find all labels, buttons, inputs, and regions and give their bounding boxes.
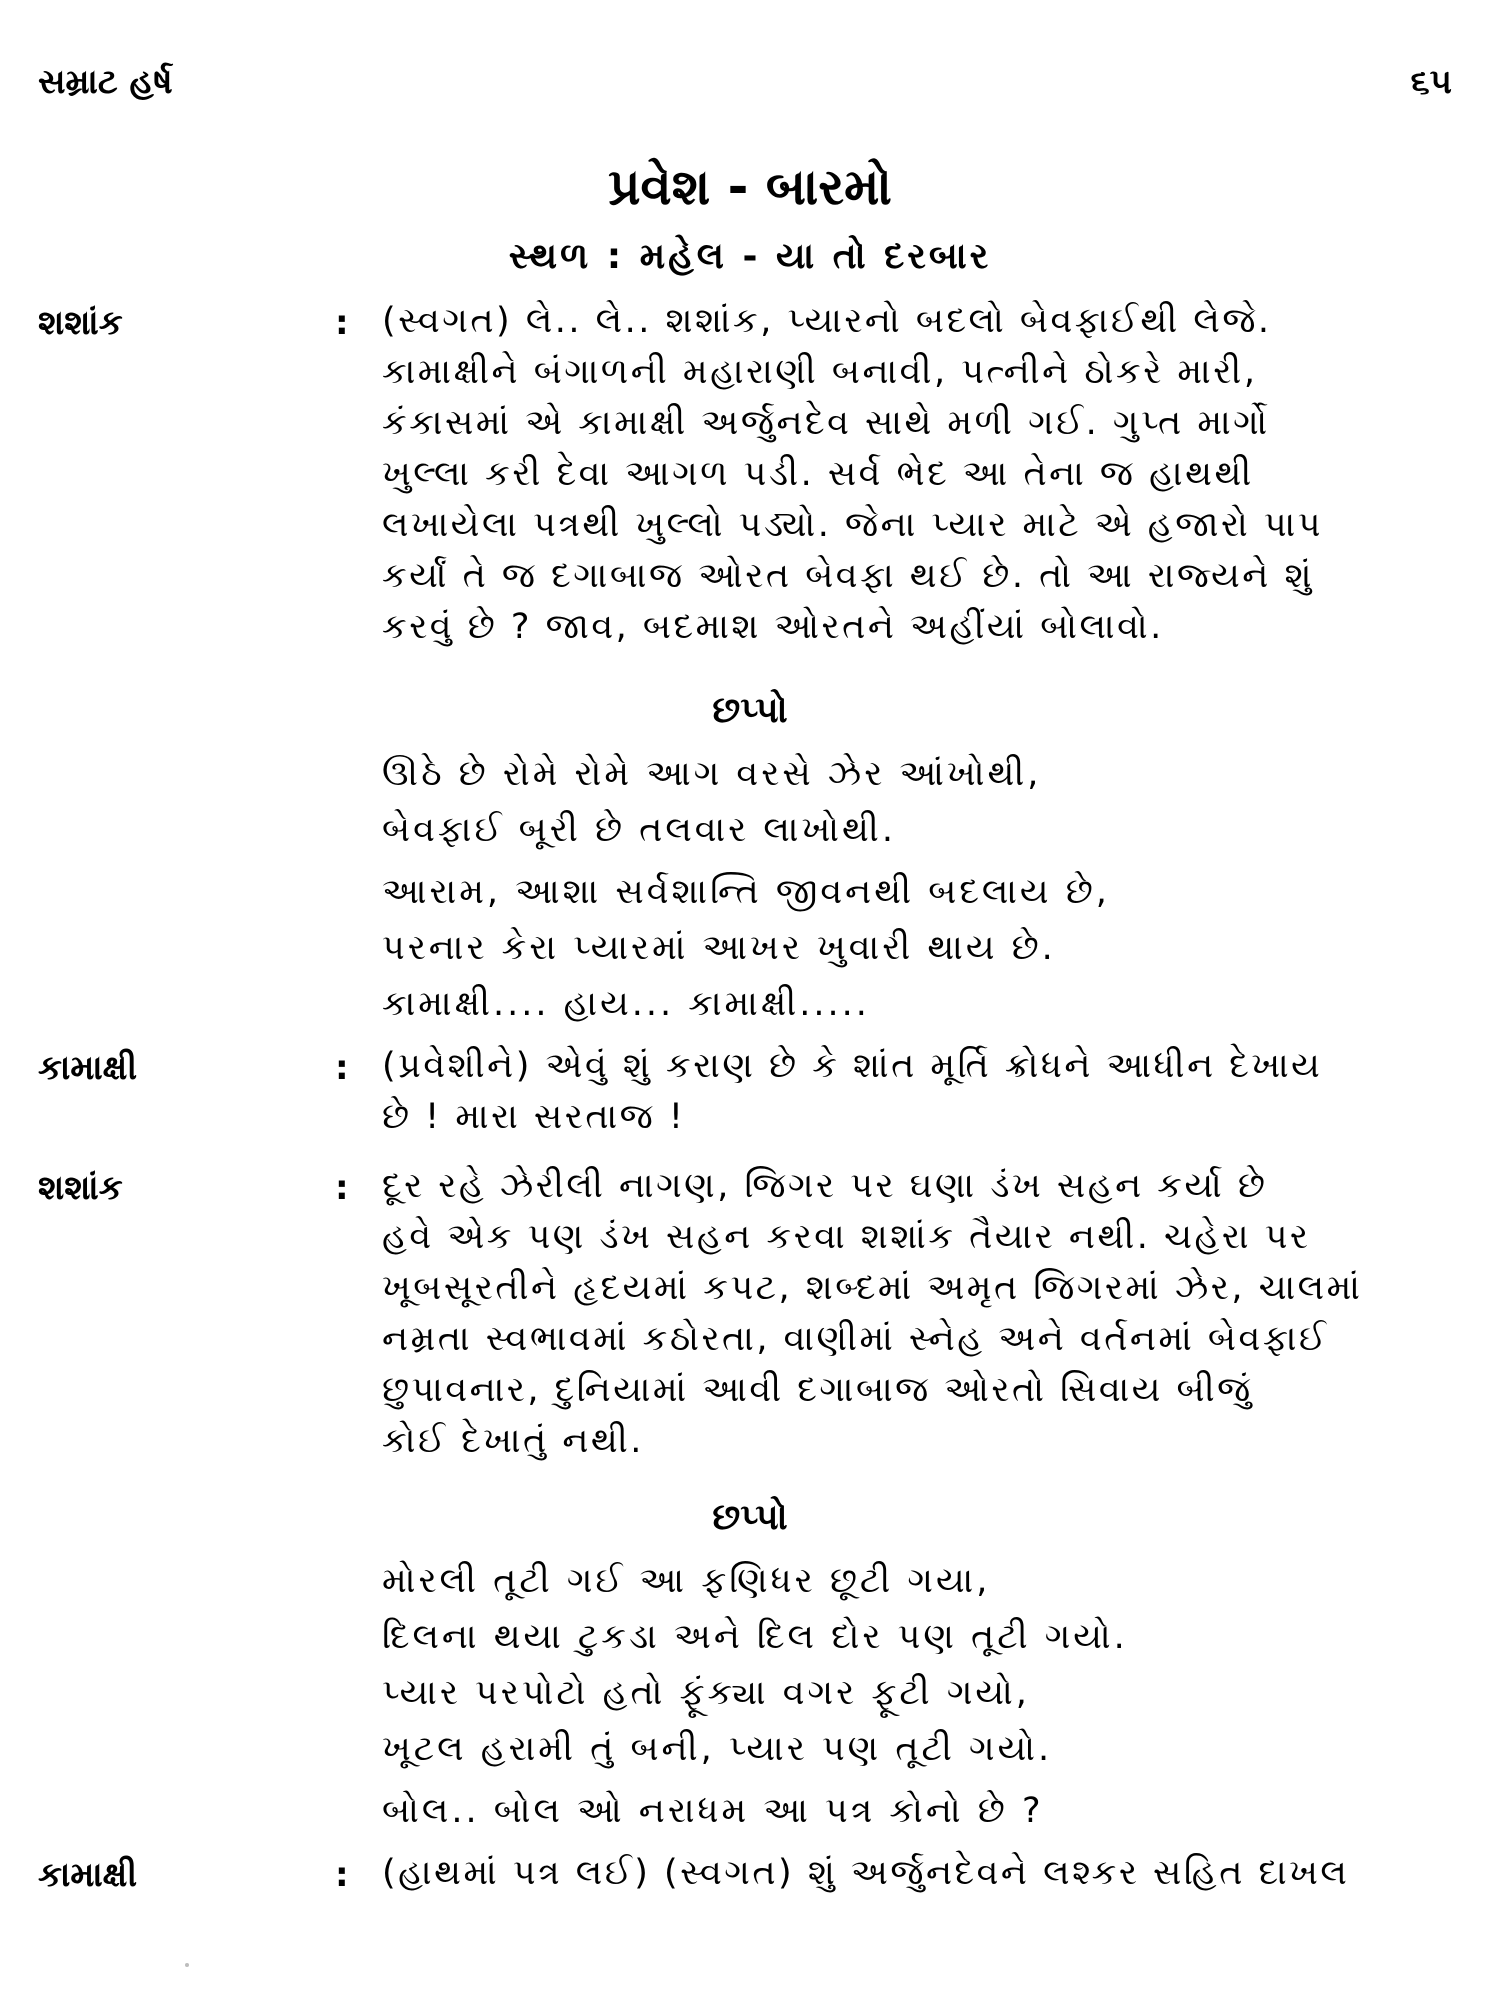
dialogue-line: (હાથમાં પત્ર લઈ) (સ્વગત) શું અર્જુનદેવને લશ્કર સહિત દાખલ xyxy=(382,1853,1350,1893)
verse-label: છપ્પો xyxy=(712,1497,788,1538)
verse-line: ખૂટલ હરામી તું બની, પ્યાર પણ તૂટી ગયો. xyxy=(382,1729,1053,1769)
dialogue-line: (સ્વગત) લે.. લે.. શશાંક, પ્યારનો બદલો બેવફાઈથી લેજે. xyxy=(382,301,1272,341)
verse-label: છપ્પો xyxy=(712,690,788,731)
scene-title: પ્રવેશ - બારમો xyxy=(608,158,892,216)
verse-line: મોરલી તૂટી ગઈ આ ફણિધર છૂટી ગયા, xyxy=(382,1561,991,1601)
verse-line: દિલના થયા ટુકડા અને દિલ દોર પણ તૂટી ગયો. xyxy=(382,1617,1128,1657)
speaker-colon: : xyxy=(335,1048,349,1088)
scan-speck xyxy=(185,1963,189,1967)
verse-line: પરનાર કેરા પ્યારમાં આખર ખુવારી થાય છે. xyxy=(382,928,1056,968)
dialogue-line: ખૂબસૂરતીને હૃદયમાં કપટ, શબ્દમાં અમૃત જિગરમાં ઝેર, ચાલમાં xyxy=(382,1268,1363,1308)
dialogue-line: કરવું છે ? જાવ, બદમાશ ઓરતને અહીંયાં બોલાવો. xyxy=(382,607,1164,647)
running-header-title: સમ્રાટ હર્ષ xyxy=(38,62,173,102)
speaker-name: શશાંક xyxy=(38,1168,123,1208)
verse-block xyxy=(382,1553,1128,1839)
speaker-name: શશાંક xyxy=(38,303,123,343)
dialogue-line: દૂર રહે ઝેરીલી નાગણ, જિગર પર ઘણા ડંખ સહન કર્યા છે xyxy=(382,1166,1268,1206)
dialogue-block xyxy=(382,1848,1482,1899)
dialogue-line: હવે એક પણ ડંખ સહન કરવા શશાંક તૈયાર નથી. ચહેરા પર xyxy=(382,1217,1311,1257)
dialogue-line: છે ! મારા સરતાજ ! xyxy=(382,1097,686,1137)
speaker-colon: : xyxy=(335,303,349,343)
verse-line: ઊઠે છે રોમે રોમે આગ વરસે ઝેર આંખોથી, xyxy=(382,754,1042,794)
dialogue-line: કામાક્ષીને બંગાળની મહારાણી બનાવી, પત્નીને ઠોકરે મારી, xyxy=(382,352,1258,392)
dialogue-line: ખુલ્લા કરી દેવા આગળ પડી. સર્વ ભેદ આ તેના જ હાથથી xyxy=(382,454,1254,494)
dialogue-line: કંકાસમાં એ કામાક્ષી અર્જુનદેવ સાથે મળી ગઈ. ગુપ્ત માર્ગો xyxy=(382,403,1270,443)
verse-line: બેવફાઈ બૂરી છે તલવાર લાખોથી. xyxy=(382,810,896,850)
dialogue-line: લખાયેલા પત્રથી ખુલ્લો પડ્યો. જેના પ્યાર માટે એ હજારો પાપ xyxy=(382,505,1323,545)
verse-block xyxy=(382,746,1110,1032)
dialogue-line: કોઈ દેખાતું નથી. xyxy=(382,1421,644,1461)
scene-place: સ્થળ : મહેલ - યા તો દરબાર xyxy=(508,236,992,277)
speaker-colon: : xyxy=(335,1855,349,1895)
dialogue-line: કર્યાં તે જ દગાબાજ ઓરત બેવફા થઈ છે. તો આ રાજ્યને શું xyxy=(382,556,1314,596)
dialogue-line: નમ્રતા સ્વભાવમાં કઠોરતા, વાણીમાં સ્નેહ અને વર્તનમાં બેવફાઈ xyxy=(382,1319,1329,1359)
dialogue-block xyxy=(382,1161,1482,1467)
dialogue-block xyxy=(382,296,1482,653)
verse-line: પ્યાર પરપોટો હતો ફૂંક્યા વગર ફૂટી ગયો, xyxy=(382,1673,1030,1713)
verse-line: આરામ, આશા સર્વશાન્તિ જીવનથી બદલાય છે, xyxy=(382,872,1110,912)
speaker-name: કામાક્ષી xyxy=(38,1855,138,1895)
speaker-name: કામાક્ષી xyxy=(38,1048,138,1088)
page-number: ૬૫ xyxy=(1410,62,1452,102)
dialogue-line: (પ્રવેશીને) એવું શું કરાણ છે કે શાંત મૂર્તિ ક્રોધને આધીન દેખાય xyxy=(382,1046,1323,1086)
dialogue-line: છુપાવનાર, દુનિયામાં આવી દગાબાજ ઓરતો સિવાય બીજું xyxy=(382,1370,1253,1410)
speaker-colon: : xyxy=(335,1168,349,1208)
verse-line: કામાક્ષી.... હાય... કામાક્ષી..... xyxy=(382,984,870,1024)
dialogue-block xyxy=(382,1041,1482,1143)
verse-line: બોલ.. બોલ ઓ નરાધમ આ પત્ર કોનો છે ? xyxy=(382,1791,1044,1831)
